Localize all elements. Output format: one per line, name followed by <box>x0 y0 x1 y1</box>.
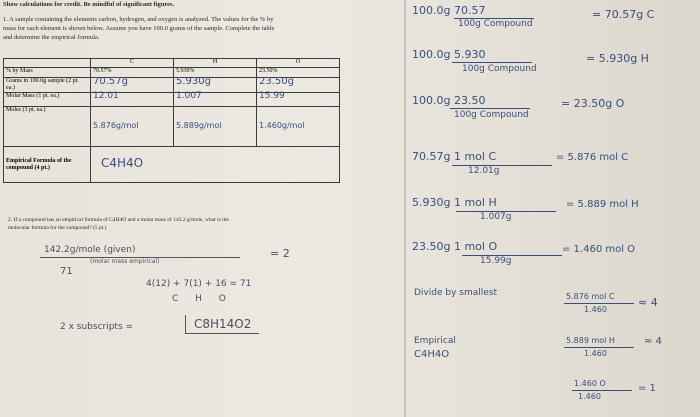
mass-h-bar <box>452 62 532 63</box>
grams-h: 5.930g <box>176 76 211 87</box>
row-label-pct: % by Mass <box>4 68 91 78</box>
moles-o-top: 23.50g 1 mol O <box>412 240 498 253</box>
ratio-c-bar <box>564 303 634 304</box>
moles-h: 5.889g/mol <box>176 121 222 130</box>
subscripts-label: 2 x subscripts = <box>60 322 134 332</box>
mass-o-result: = 23.50g O <box>561 97 625 110</box>
question-1-line-2: mass for each element is shown below. Assume you have 100.0 grams of the sample. Complete the table <box>3 25 275 32</box>
empirical-formula: C4H4O <box>414 349 450 360</box>
ratio-h-result: ≈ 4 <box>644 336 662 347</box>
mass-o-bottom: 100g Compound <box>454 110 529 120</box>
row-label-molar-mass: Molar Mass (1 pt. ea.) <box>4 93 91 107</box>
moles-h-result: = 5.889 mol H <box>566 199 639 210</box>
work-elements: C H O <box>172 294 226 304</box>
moles-o-bottom: 15.99g <box>480 256 512 266</box>
molar-mass-h: 1.007 <box>176 91 202 101</box>
moles-h-top: 5.930g 1 mol H <box>412 196 497 209</box>
question-1-line-3: and determine the empirical formula. <box>3 34 100 41</box>
molecular-formula-answer: C8H14O2 <box>185 315 259 334</box>
ratio-o-bottom: 1.460 <box>578 392 601 401</box>
instructions-header: Show calculations for credit. Be mindful of significant figures. <box>3 1 175 8</box>
mass-o-top: 100.0g 23.50 <box>412 94 486 107</box>
table-header-c: C <box>91 59 174 68</box>
moles-c-result: = 5.876 mol C <box>556 152 629 163</box>
table-corner <box>4 59 91 68</box>
ratio-c-bottom: 1.460 <box>584 305 607 314</box>
composition-table <box>3 58 340 183</box>
grams-c: 70.57g <box>93 76 128 87</box>
ratio-h-bottom: 1.460 <box>584 349 607 358</box>
moles-o-bar <box>462 255 562 256</box>
moles-o-result: = 1.460 mol O <box>562 244 636 255</box>
table-header-h: H <box>174 59 257 68</box>
mass-h-result: = 5.930g H <box>586 52 649 65</box>
mass-o-bar <box>450 108 530 109</box>
mass-c-bottom: 100g Compound <box>458 19 533 29</box>
worksheet-handwritten-side <box>406 0 700 417</box>
molar-mass-o: 15.99 <box>259 91 285 101</box>
question-1-line-1: 1. A sample containing the elements carbon, hydrogen, and oxygen is analyzed. The values for the % by <box>3 16 274 23</box>
pct-o: 23.50% <box>257 68 340 78</box>
ratio-c-result: ≈ 4 <box>638 296 658 309</box>
moles-c: 5.876g/mol <box>93 121 139 130</box>
ratio-o-top: 1.460 O <box>574 379 606 388</box>
divide-label: Divide by smallest <box>414 288 497 298</box>
work-empirical-note: (molar mass empirical) <box>90 258 160 265</box>
empirical-label: Empirical <box>414 336 456 346</box>
pct-c: 70.57% <box>91 68 174 78</box>
mass-h-top: 100.0g 5.930 <box>412 48 486 61</box>
row-label-grams: Grams in 100.0g sample (2 pt. ea.) <box>4 78 91 93</box>
ratio-o-bar <box>572 390 632 391</box>
moles-o: 1.460g/mol <box>259 121 305 130</box>
ratio-o-result: = 1 <box>638 383 656 394</box>
ratio-h-top: 5.889 mol H <box>566 336 615 345</box>
mass-c-result: = 70.57g C <box>592 8 655 21</box>
row-label-empirical: Empirical Formula of the compound (4 pt.) <box>4 147 91 183</box>
moles-h-bottom: 1.007g <box>480 212 512 222</box>
mass-h-bottom: 100g Compound <box>462 64 537 74</box>
question-2-line-1: 2. If a compound has an empirical formula of C4H4O and a molar mass of 142.2 g/mole, what is the <box>8 217 229 223</box>
pct-h: 5.930% <box>174 68 257 78</box>
question-2-line-2: molecular formula for the compound? (5 pt.) <box>8 225 107 231</box>
work-given: 142.2g/mole (given) <box>44 245 136 255</box>
mass-c-top: 100.0g 70.57 <box>412 4 486 17</box>
table-header-o: O <box>257 59 340 68</box>
moles-c-top: 70.57g 1 mol C <box>412 150 497 163</box>
grams-o: 23.50g <box>259 76 294 87</box>
moles-c-bar <box>452 165 552 166</box>
work-molar-sum: 4(12) + 7(1) + 16 = 71 <box>146 279 252 289</box>
work-denominator: 71 <box>60 266 73 277</box>
molar-mass-c: 12.01 <box>93 91 119 101</box>
moles-c-bottom: 12.01g <box>468 166 500 176</box>
work-result: = 2 <box>270 247 290 260</box>
empirical-formula-answer: C4H4O <box>101 155 144 170</box>
row-label-moles: Moles (3 pt. ea.) <box>4 107 91 147</box>
ratio-c-top: 5.876 mol C <box>566 292 615 301</box>
ratio-h-bar <box>564 347 634 348</box>
